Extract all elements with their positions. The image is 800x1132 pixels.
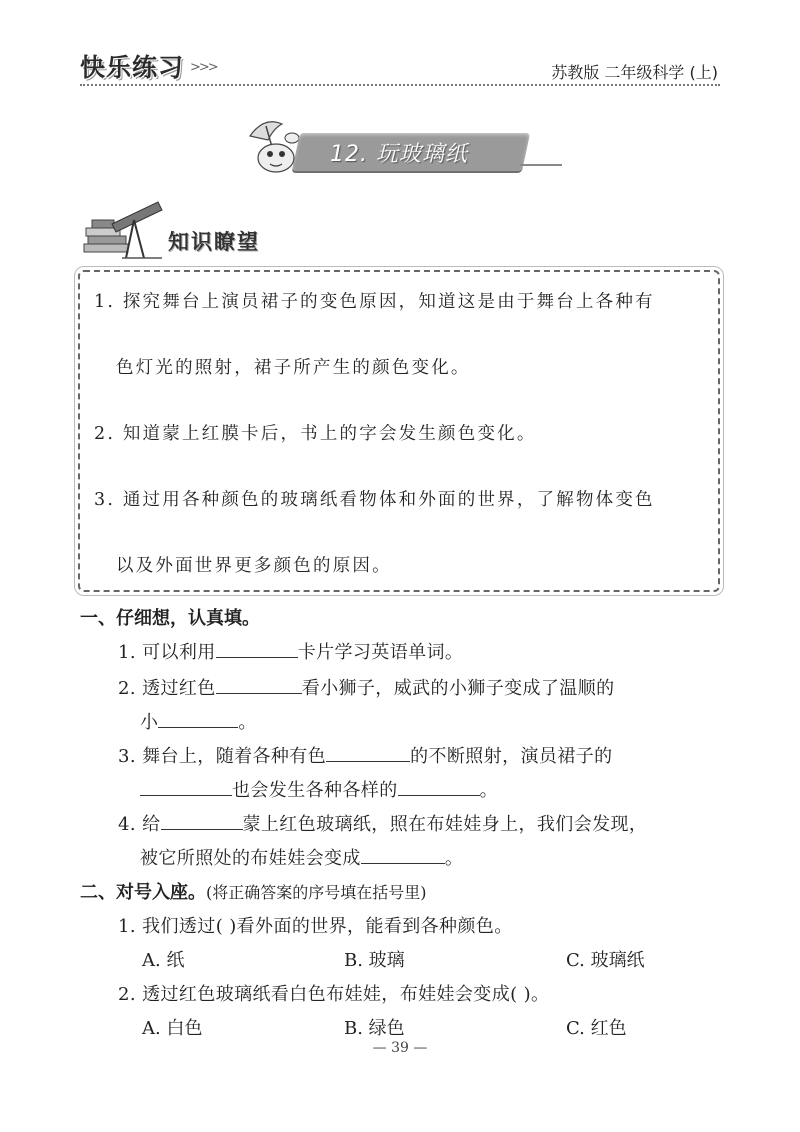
option-b[interactable]: B. 绿色 (344, 1018, 405, 1039)
knowledge-line: 3. 通过用各种颜色的玻璃纸看物体和外面的世界，了解物体变色 (94, 490, 655, 510)
question-1-1: 1. 可以利用 卡片学习英语单词。 (118, 638, 463, 664)
question-1-3: 3. 舞台上，随着各种有色 的不断照射，演员裙子的 (118, 742, 613, 768)
answer-blank[interactable] (216, 675, 302, 694)
option-c[interactable]: C. 玻璃纸 (566, 950, 645, 971)
option-c[interactable]: C. 红色 (566, 1018, 627, 1039)
page-number: — 39 — (372, 1040, 428, 1056)
lesson-title: 12. 玩玻璃纸 (330, 142, 468, 167)
answer-blank[interactable] (361, 845, 445, 864)
answer-blank[interactable] (326, 743, 410, 762)
section-heading: 知识瞭望 (168, 230, 260, 254)
question-1-4: 4. 给 蒙上红色玻璃纸，照在布娃娃身上，我们会发现， (118, 810, 647, 836)
question-2-1: 1. 我们透过( )看外面的世界，能看到各种颜色。 (118, 916, 513, 937)
answer-blank[interactable] (216, 639, 298, 658)
header-divider (80, 84, 720, 86)
option-a[interactable]: A. 白色 (142, 1018, 203, 1039)
option-a[interactable]: A. 纸 (142, 950, 185, 971)
question-2-2: 2. 透过红色玻璃纸看白色布娃娃，布娃娃会变成( )。 (118, 984, 550, 1005)
knowledge-line: 2. 知道蒙上红膜卡后，书上的字会发生颜色变化。 (94, 424, 537, 444)
part2-title: 二、对号入座。(将正确答案的序号填在括号里) (80, 882, 427, 903)
answer-blank[interactable] (140, 777, 232, 796)
book-brand: 快乐练习 (80, 53, 185, 82)
question-1-4-cont: 被它所照处的布娃娃会变成 。 (140, 844, 463, 870)
knowledge-line: 以及外面世界更多颜色的原因。 (116, 556, 392, 576)
chevron-icon: >>> (190, 60, 217, 75)
answer-blank[interactable] (398, 777, 480, 796)
telescope-books-icon (82, 198, 168, 262)
knowledge-line: 1. 探究舞台上演员裙子的变色原因，知道这是由于舞台上各种有 (94, 292, 655, 312)
option-b[interactable]: B. 玻璃 (344, 950, 405, 971)
knowledge-line: 色灯光的照射，裙子所产生的颜色变化。 (116, 358, 471, 378)
question-1-3-cont: 也会发生各种各样的 。 (140, 776, 498, 802)
part1-title: 一、仔细想，认真填。 (80, 608, 260, 629)
question-1-2: 2. 透过红色 看小狮子，威武的小狮子变成了温顺的 (118, 674, 615, 700)
answer-blank[interactable] (158, 709, 238, 728)
question-1-2-cont: 小 。 (140, 708, 257, 734)
answer-blank[interactable] (161, 811, 243, 830)
edition-label: 苏教版 二年级科学 (上) (551, 63, 718, 82)
